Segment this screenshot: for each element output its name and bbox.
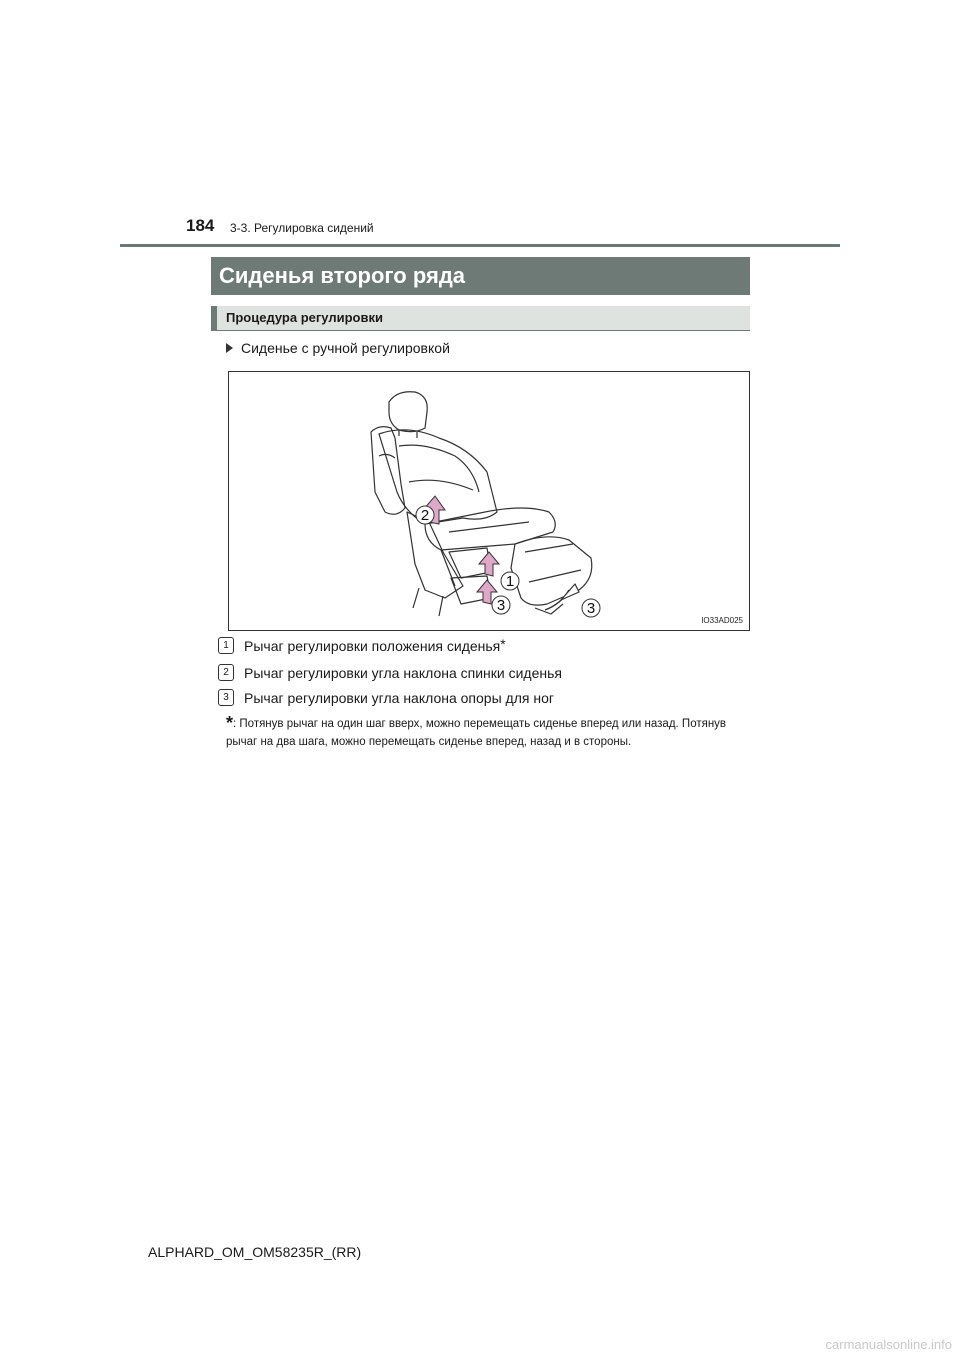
armrest bbox=[371, 427, 405, 515]
subsection-rule bbox=[211, 330, 750, 331]
triangle-bullet-icon bbox=[226, 343, 233, 353]
footnote-text: : Потянув рычаг на один шаг вверх, можно перемещать сиденье вперед или назад. Потянув рычаг на два шага, можно перемещать сиденье вперед, назад и в стороны. bbox=[226, 718, 727, 748]
bullet-text: Сиденье с ручной регулировкой bbox=[241, 340, 450, 356]
legend-text: Рычаг регулировки угла наклона опоры для ног bbox=[244, 689, 554, 706]
legend-item-2 bbox=[218, 664, 562, 681]
seat-figure bbox=[228, 371, 750, 631]
section-title: Сиденья второго ряда bbox=[211, 257, 750, 295]
bullet-line bbox=[226, 340, 450, 356]
callout-3b: 3 bbox=[586, 600, 596, 617]
figure-code: IO33AD025 bbox=[701, 616, 743, 625]
legend-number-badge: 3 bbox=[218, 689, 234, 706]
page-number: 184 bbox=[186, 216, 215, 235]
legend-number-badge: 1 bbox=[218, 637, 234, 654]
callout-2: 2 bbox=[420, 507, 430, 524]
legend-number-badge: 2 bbox=[218, 664, 234, 681]
watermark: carmanualsonline.info bbox=[825, 1337, 952, 1352]
callout-3a: 3 bbox=[496, 597, 506, 614]
legend-item-1: 1 Рычаг регулировки положения сиденья * bbox=[218, 637, 506, 654]
footnote-asterisk: * bbox=[226, 713, 234, 733]
seat-cushion bbox=[425, 508, 555, 550]
legend-text: Рычаг регулировки угла наклона спинки сиденья bbox=[244, 664, 562, 681]
section-path: 3-3. Регулировка сидений bbox=[230, 221, 374, 235]
subsection-title: Процедура регулировки bbox=[211, 306, 750, 330]
footer-doc-code: ALPHARD_OM_OM58235R_(RR) bbox=[148, 1244, 362, 1260]
footnote bbox=[226, 714, 746, 751]
seat-illustration bbox=[229, 372, 749, 630]
header-rule bbox=[120, 244, 840, 247]
lever-1-arrow bbox=[479, 552, 499, 576]
legend-text: Рычаг регулировки положения сиденья bbox=[244, 637, 501, 654]
callout-1: 1 bbox=[505, 573, 515, 590]
headrest bbox=[389, 392, 427, 432]
legend-item-3 bbox=[218, 689, 554, 706]
